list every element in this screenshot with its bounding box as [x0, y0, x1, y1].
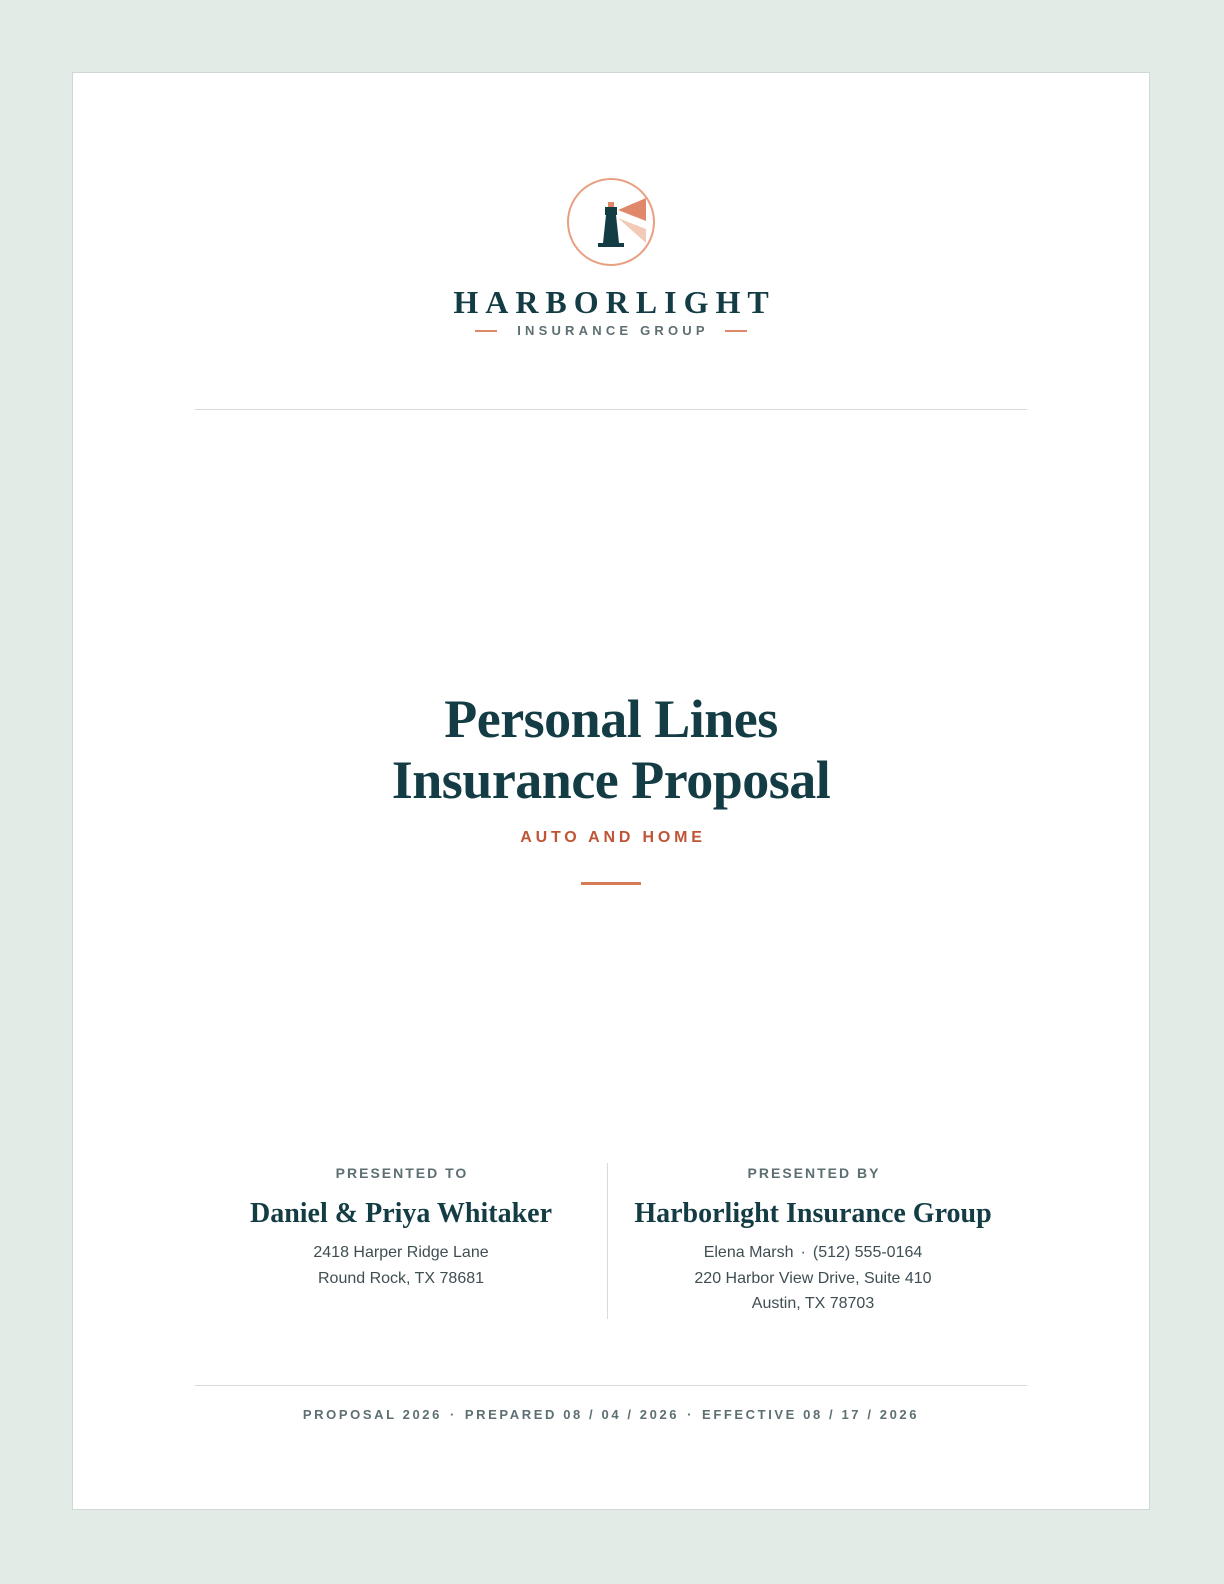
title-line-2: Insurance Proposal	[391, 750, 831, 810]
cover-page	[72, 72, 1150, 1510]
agent-name: Elena Marsh	[703, 1244, 794, 1261]
title-accent-rule	[581, 882, 641, 885]
footer-effective: EFFECTIVE 08 / 17 / 2026	[702, 1407, 920, 1422]
presented-to-label: PRESENTED TO	[335, 1165, 469, 1181]
client-address-line-1: 2418 Harper Ridge Lane	[313, 1244, 489, 1261]
footer-proposal: PROPOSAL 2026	[302, 1407, 442, 1422]
brand-name: HARBORLIGHT	[453, 284, 776, 320]
column-divider	[607, 1163, 608, 1319]
agent-contact	[613, 1240, 1013, 1266]
presented-by-block	[613, 1165, 1013, 1317]
tagline-text: INSURANCE GROUP	[517, 323, 709, 338]
client-name: Daniel & Priya Whitaker	[249, 1198, 552, 1229]
footer-separator: ·	[687, 1407, 695, 1422]
presented-to-block	[201, 1165, 601, 1291]
agency-address-line-2: Austin, TX 78703	[751, 1295, 875, 1312]
contact-separator: ·	[800, 1244, 806, 1261]
footer-meta	[73, 1407, 1149, 1422]
lighthouse-icon	[566, 177, 656, 267]
footer-separator: ·	[449, 1407, 457, 1422]
agency-address-line-1: 220 Harbor View Drive, Suite 410	[694, 1269, 932, 1287]
tagline-rule-right	[725, 330, 747, 332]
presented-by-label: PRESENTED BY	[747, 1165, 881, 1181]
title-line-1: Personal Lines	[444, 689, 778, 749]
agent-phone: (512) 555-0164	[812, 1244, 923, 1261]
footer-prepared: PREPARED 08 / 04 / 2026	[464, 1407, 680, 1422]
tagline-rule-left	[475, 330, 497, 332]
proposal-subtitle: AUTO AND HOME	[520, 829, 706, 846]
footer-divider	[195, 1385, 1027, 1386]
client-address-line-2: Round Rock, TX 78681	[317, 1269, 485, 1287]
header-divider	[195, 409, 1027, 410]
proposal-title	[73, 689, 1149, 811]
brand-tagline	[73, 323, 1149, 338]
agency-name: Harborlight Insurance Group	[634, 1198, 992, 1229]
